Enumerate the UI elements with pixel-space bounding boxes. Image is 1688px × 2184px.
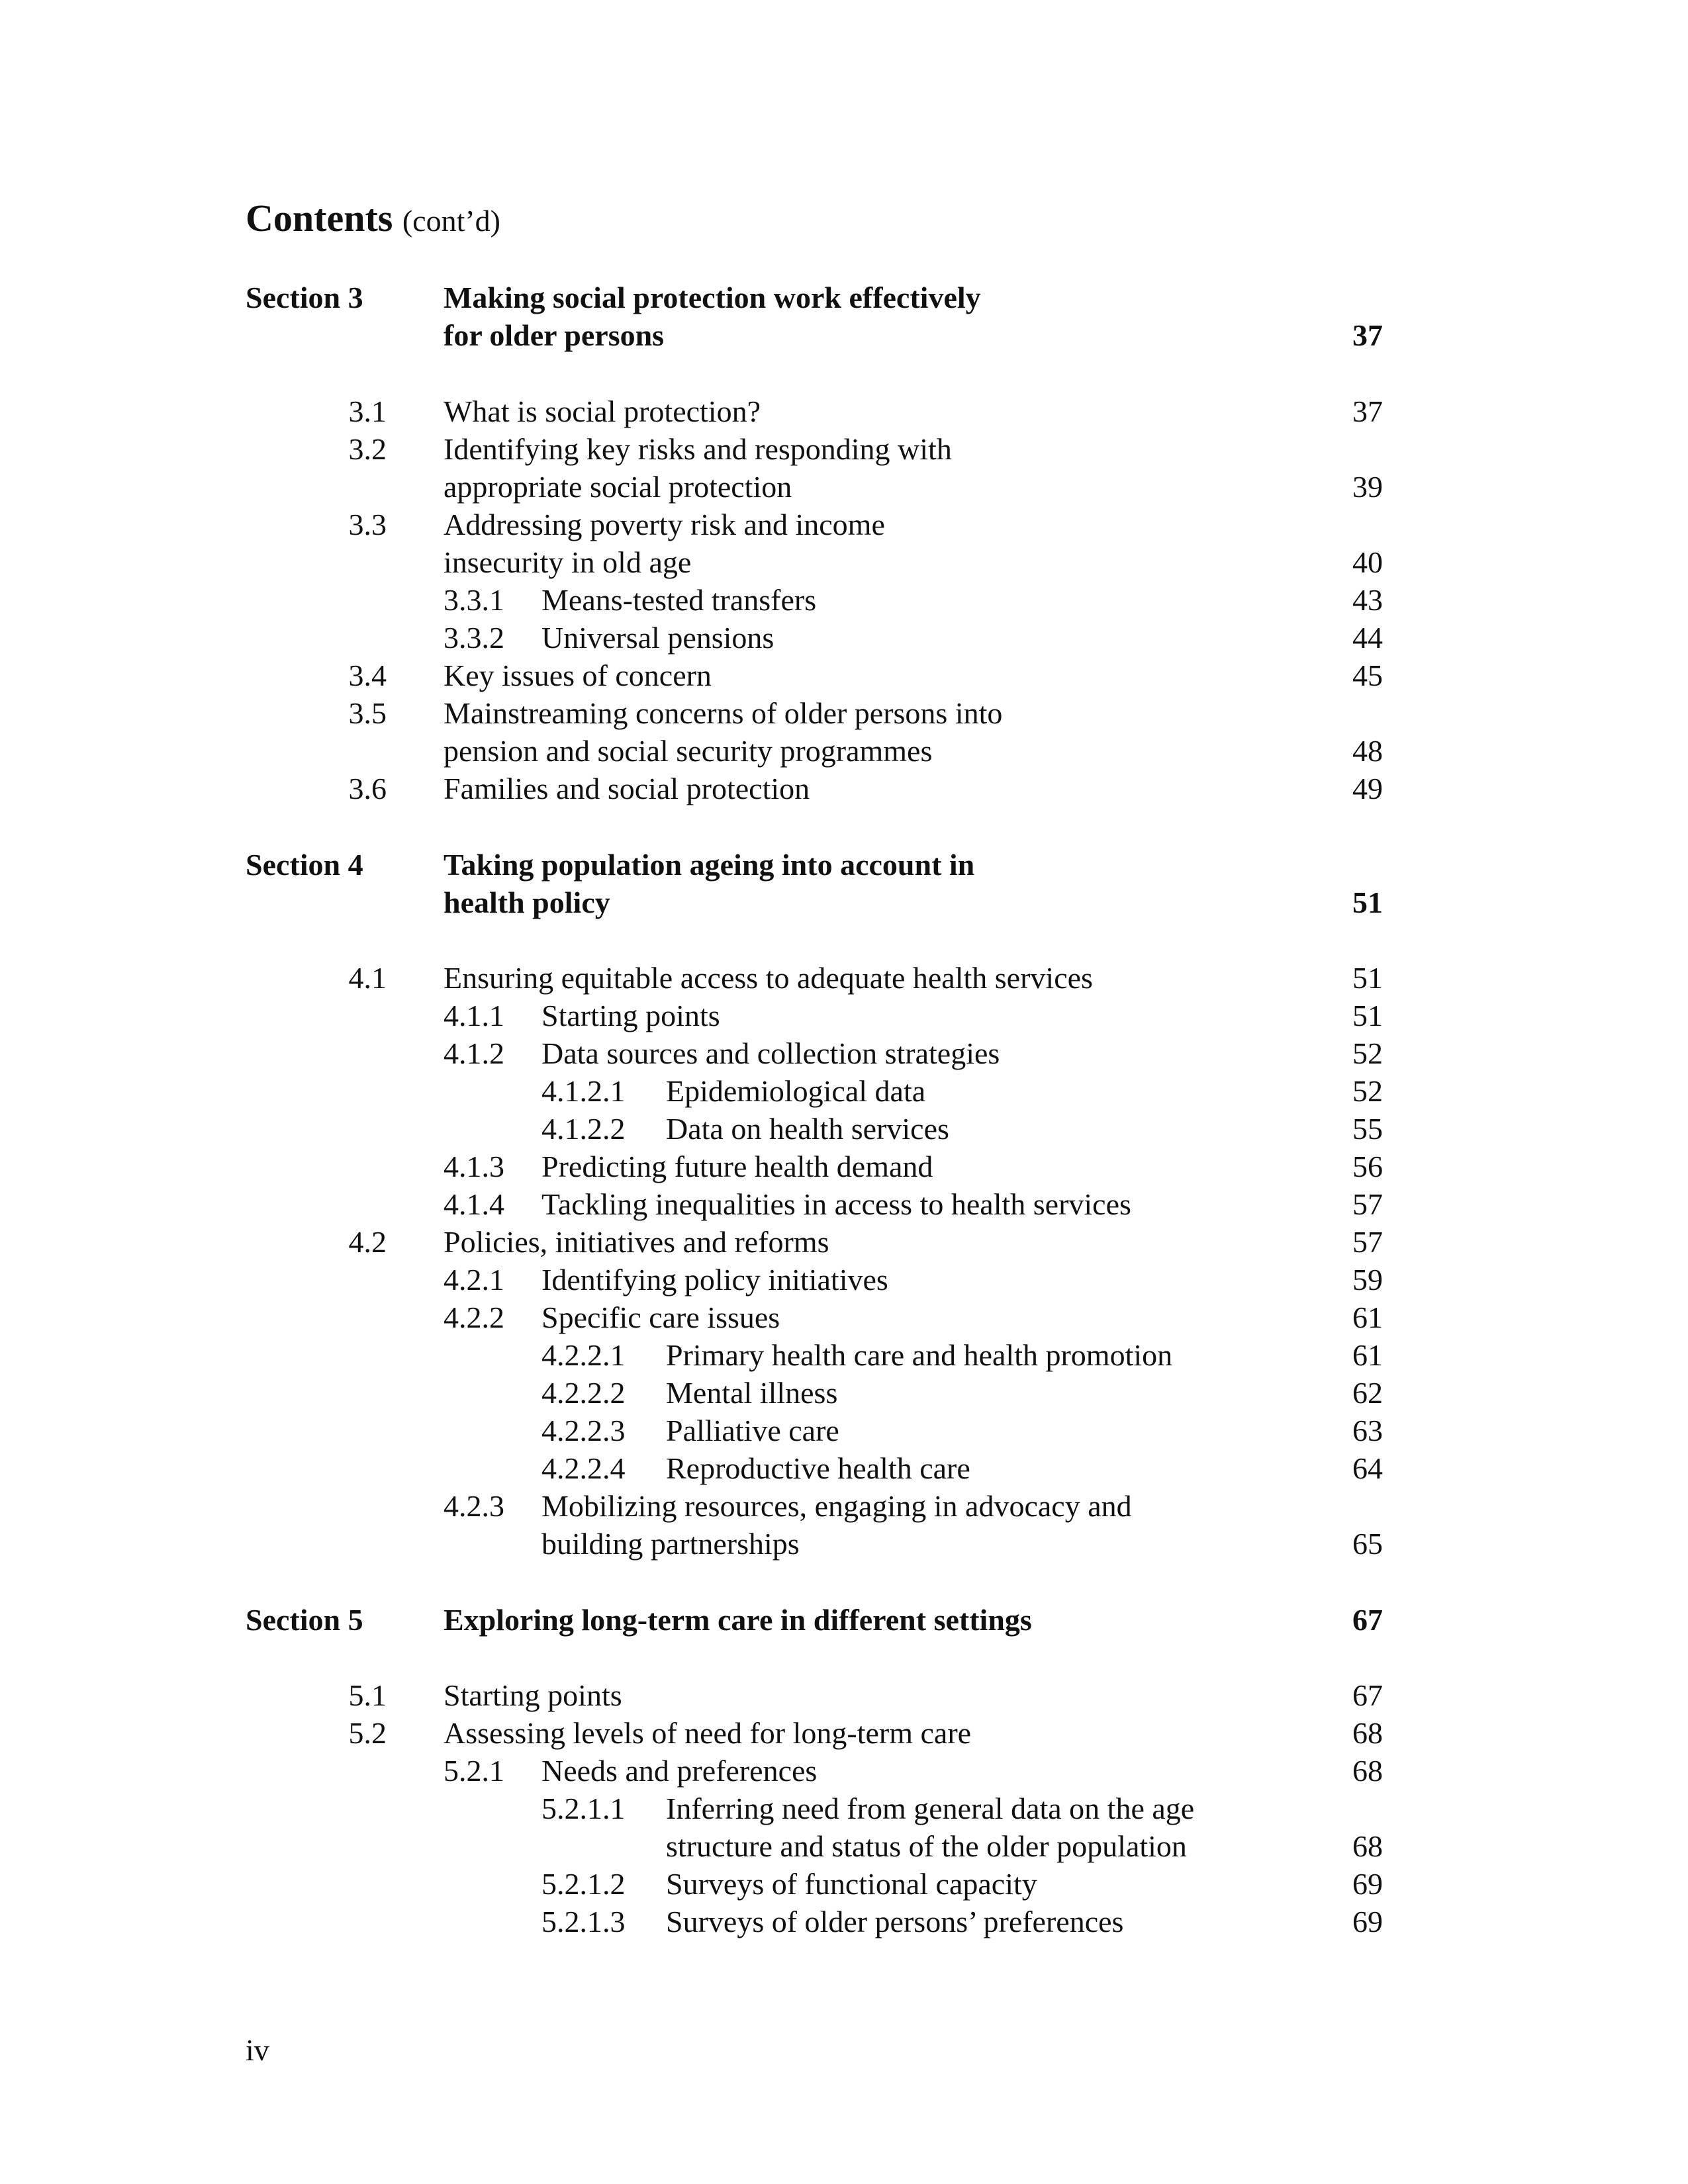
toc-entry-continued — [0, 731, 1688, 771]
page-number: 44 — [1352, 621, 1383, 655]
section-heading — [0, 1600, 1688, 1640]
entry-title: appropriate social protection — [444, 470, 792, 504]
entry-number: 4.2.1 — [444, 1263, 504, 1297]
entry-number: 4.2 — [348, 1225, 387, 1259]
page-number: 68 — [1352, 1829, 1383, 1863]
page-number: 68 — [1352, 1754, 1383, 1788]
entry-title: Starting points — [541, 999, 720, 1032]
toc-entry — [0, 1902, 1688, 1942]
entry-title: pension and social security programmes — [444, 734, 933, 768]
toc-entry — [0, 1109, 1688, 1149]
entry-title: Inferring need from general data on the age — [666, 1792, 1195, 1825]
entry-number: 4.2.2.3 — [541, 1414, 626, 1447]
page-number: 49 — [1352, 772, 1383, 805]
toc-entry — [0, 580, 1688, 620]
page-number: 63 — [1352, 1414, 1383, 1447]
entry-title: Ensuring equitable access to adequate health services — [444, 961, 1093, 995]
toc-entry — [0, 1789, 1688, 1829]
toc-entry — [0, 1676, 1688, 1715]
title-main: Contents — [246, 197, 393, 240]
entry-title: Assessing levels of need for long-term care — [444, 1716, 972, 1750]
toc-entry — [0, 1336, 1688, 1375]
page-number: 40 — [1352, 545, 1383, 579]
section-heading — [0, 278, 1688, 318]
page-number: 55 — [1352, 1112, 1383, 1146]
entry-number: 4.1 — [348, 961, 387, 995]
page-number: 48 — [1352, 734, 1383, 768]
page-number: 62 — [1352, 1376, 1383, 1410]
entry-title: Palliative care — [666, 1414, 839, 1447]
section-heading-continued — [0, 883, 1688, 923]
toc-entry — [0, 1864, 1688, 1904]
page-number: 57 — [1352, 1225, 1383, 1259]
section-label: Section 3 — [246, 281, 363, 314]
toc-entry — [0, 1411, 1688, 1451]
entry-title: Data sources and collection strategies — [541, 1036, 1000, 1070]
entry-number: 3.3.2 — [444, 621, 504, 655]
toc-entry — [0, 694, 1688, 733]
page-number: 52 — [1352, 1074, 1383, 1108]
page-number: 61 — [1352, 1300, 1383, 1334]
page-number: 51 — [1352, 886, 1383, 919]
entry-title: Primary health care and health promotion — [666, 1338, 1173, 1372]
entry-title: structure and status of the older population — [666, 1829, 1187, 1863]
section-title: Making social protection work effectively — [444, 281, 981, 314]
entry-title: Specific care issues — [541, 1300, 780, 1334]
toc-entry-continued — [0, 543, 1688, 582]
toc-entry — [0, 1260, 1688, 1300]
entry-number: 3.6 — [348, 772, 387, 805]
entry-title: building partnerships — [541, 1527, 800, 1561]
entry-number: 4.2.2.1 — [541, 1338, 626, 1372]
entry-title: Universal pensions — [541, 621, 774, 655]
section-heading — [0, 845, 1688, 885]
page-number: 43 — [1352, 583, 1383, 617]
page-number: 61 — [1352, 1338, 1383, 1372]
entry-title: Key issues of concern — [444, 659, 712, 692]
toc-entry — [0, 618, 1688, 658]
toc-entry — [0, 769, 1688, 809]
page-number: 37 — [1352, 394, 1383, 428]
entry-number: 4.1.2.1 — [541, 1074, 626, 1108]
toc-entry — [0, 1071, 1688, 1111]
entry-title: Tackling inequalities in access to health services — [541, 1187, 1131, 1221]
toc-entry — [0, 1147, 1688, 1187]
entry-title: Policies, initiatives and reforms — [444, 1225, 829, 1259]
entry-title: Surveys of older persons’ preferences — [666, 1905, 1124, 1938]
section-title: health policy — [444, 886, 610, 919]
entry-title: Families and social protection — [444, 772, 810, 805]
entry-title: Identifying policy initiatives — [541, 1263, 888, 1297]
toc-entry-continued — [0, 1524, 1688, 1564]
entry-number: 4.1.3 — [444, 1150, 504, 1183]
entry-title: Mainstreaming concerns of older persons into — [444, 696, 1003, 730]
entry-number: 3.4 — [348, 659, 387, 692]
page-number: 45 — [1352, 659, 1383, 692]
section-title: Taking population ageing into account in — [444, 848, 975, 882]
toc-entry — [0, 1486, 1688, 1526]
entry-title: Needs and preferences — [541, 1754, 818, 1788]
page-number: 65 — [1352, 1527, 1383, 1561]
entry-title: Starting points — [444, 1678, 622, 1712]
entry-title: What is social protection? — [444, 394, 761, 428]
entry-number: 5.2.1.2 — [541, 1867, 626, 1901]
page-number: 56 — [1352, 1150, 1383, 1183]
entry-number: 5.1 — [348, 1678, 387, 1712]
entry-number: 4.1.2 — [444, 1036, 504, 1070]
footer-page-number: iv — [246, 2033, 269, 2067]
entry-title: Reproductive health care — [666, 1451, 970, 1485]
page-number: 51 — [1352, 961, 1383, 995]
page-number: 67 — [1352, 1678, 1383, 1712]
entry-number: 3.3 — [348, 508, 387, 541]
section-heading-continued — [0, 316, 1688, 355]
toc-entry — [0, 1373, 1688, 1413]
page-number: 69 — [1352, 1867, 1383, 1901]
toc-entry — [0, 958, 1688, 998]
toc-entry — [0, 1034, 1688, 1073]
toc-entry-continued — [0, 467, 1688, 507]
entry-title: Surveys of functional capacity — [666, 1867, 1037, 1901]
toc-entry — [0, 996, 1688, 1036]
page-number: 57 — [1352, 1187, 1383, 1221]
toc-entry — [0, 430, 1688, 469]
entry-number: 3.3.1 — [444, 583, 504, 617]
page-number: 68 — [1352, 1716, 1383, 1750]
entry-number: 5.2.1.3 — [541, 1905, 626, 1938]
toc-entry — [0, 1751, 1688, 1791]
entry-title: Addressing poverty risk and income — [444, 508, 885, 541]
entry-title: Mobilizing resources, engaging in advocacy and — [541, 1489, 1132, 1523]
page-number: 39 — [1352, 470, 1383, 504]
toc-entry — [0, 1298, 1688, 1338]
entry-number: 4.1.2.2 — [541, 1112, 626, 1146]
section-title: for older persons — [444, 318, 665, 352]
entry-title: Mental illness — [666, 1376, 838, 1410]
entry-title: Epidemiological data — [666, 1074, 926, 1108]
toc-entry-continued — [0, 1827, 1688, 1866]
entry-title: Data on health services — [666, 1112, 949, 1146]
entry-number: 4.1.4 — [444, 1187, 504, 1221]
entry-number: 4.2.2.2 — [541, 1376, 626, 1410]
page-number: 67 — [1352, 1603, 1383, 1637]
toc-entry — [0, 1185, 1688, 1224]
toc-entry — [0, 505, 1688, 545]
toc-entry — [0, 1222, 1688, 1262]
entry-title: Means-tested transfers — [541, 583, 817, 617]
entry-number: 5.2 — [348, 1716, 387, 1750]
entry-title: Predicting future health demand — [541, 1150, 933, 1183]
entry-number: 4.2.2.4 — [541, 1451, 626, 1485]
entry-number: 3.1 — [348, 394, 387, 428]
toc-entry — [0, 1449, 1688, 1488]
entry-title: Identifying key risks and responding with — [444, 432, 952, 466]
entry-number: 5.2.1.1 — [541, 1792, 626, 1825]
section-label: Section 4 — [246, 848, 363, 882]
page-number: 59 — [1352, 1263, 1383, 1297]
toc-entry — [0, 1713, 1688, 1753]
title-suffix: (cont’d) — [402, 204, 500, 238]
entry-title: insecurity in old age — [444, 545, 692, 579]
toc-entry — [0, 656, 1688, 696]
page-number: 69 — [1352, 1905, 1383, 1938]
section-label: Section 5 — [246, 1603, 363, 1637]
page-number: 64 — [1352, 1451, 1383, 1485]
page-number: 51 — [1352, 999, 1383, 1032]
entry-number: 4.1.1 — [444, 999, 504, 1032]
entry-number: 3.2 — [348, 432, 387, 466]
entry-number: 3.5 — [348, 696, 387, 730]
page-number: 52 — [1352, 1036, 1383, 1070]
page-number: 37 — [1352, 318, 1383, 352]
entry-number: 4.2.3 — [444, 1489, 504, 1523]
section-title: Exploring long-term care in different settings — [444, 1603, 1032, 1637]
toc-entry — [0, 392, 1688, 432]
entry-number: 4.2.2 — [444, 1300, 504, 1334]
entry-number: 5.2.1 — [444, 1754, 504, 1788]
